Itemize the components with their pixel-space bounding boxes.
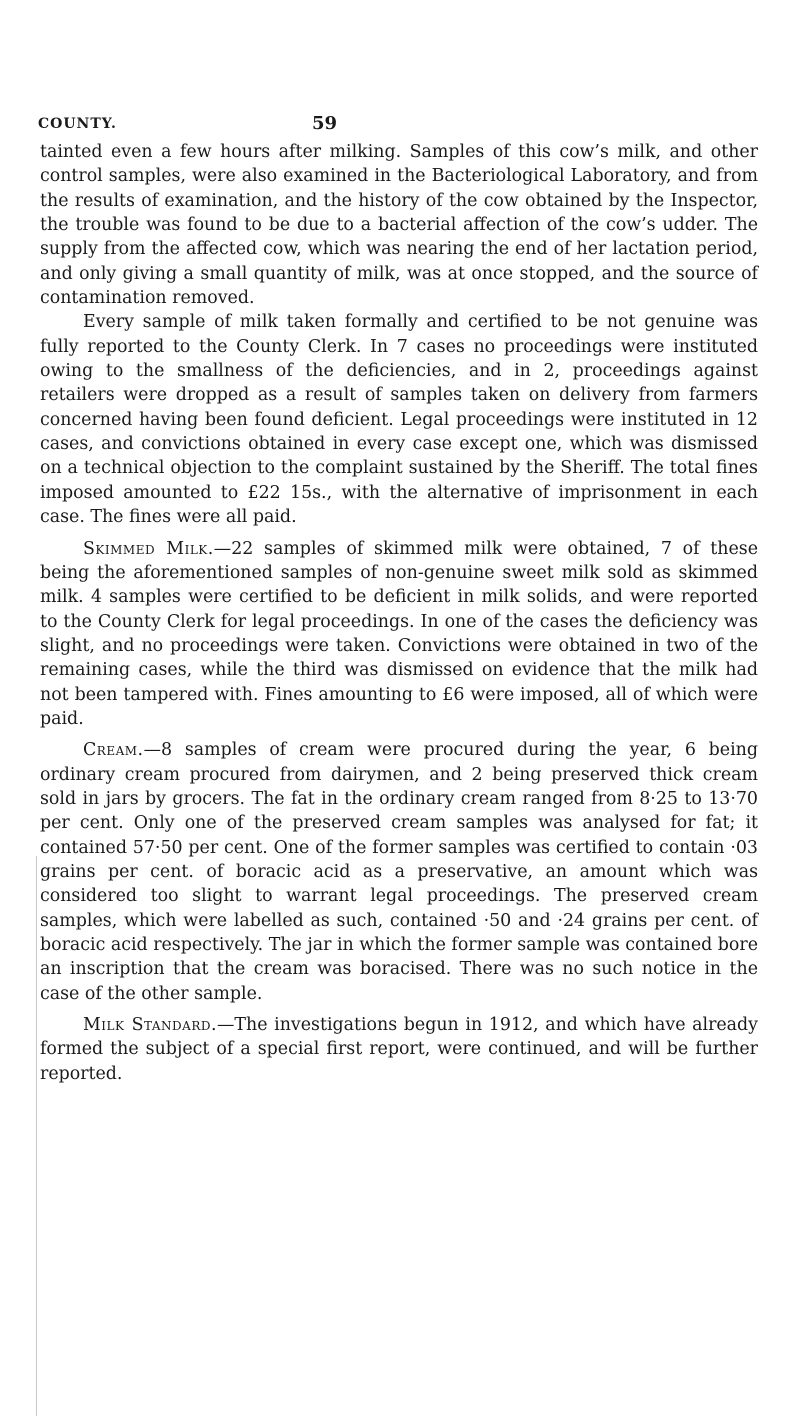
paragraph-skimmed-milk	[40, 537, 758, 732]
paragraph-proceedings	[40, 310, 758, 529]
paragraph-text: tainted even a few hours after milking. Samples of this cow’s milk, and other control samples, were also examined in the Bacteriological Laboratory, and from the results of examination, and the history of the cow obtained by the Inspector, the trouble was found to be due to a bacterial affection of the cow’s udder. The supply from the affected cow, which was nearing the end of her lactation period, and only giving a small quantity of milk, was at once stopped, and the source of contamination removed.	[40, 142, 758, 309]
section-label: COUNTY.	[38, 116, 117, 132]
paragraph-heading: Cream.	[83, 740, 144, 761]
paragraph-cream	[40, 738, 758, 1006]
margin-rule	[36, 856, 37, 1416]
body-text	[40, 140, 758, 1086]
paragraph-text: —The investigations begun in 1912, and which have already formed the subject of a special first report, were continued, and will be further reported.	[40, 1015, 758, 1084]
running-head	[38, 113, 758, 138]
page-number: 59	[312, 113, 338, 134]
paragraph-text: Every sample of milk taken formally and certified to be not genuine was fully reported to the County Clerk. In 7 cases no proceedings were instituted owing to the smallness of the deficiencies, and in 2, proceedings against retailers were dropped as a result of samples taken on delivery from farmers concerned having been found deficient. Legal proceedings were instituted in 12 cases, and convictions obtained in every case except one, which was dismissed on a technical objection to the complaint sustained by the Sheriff. The total fines imposed amounted to £22 15s., with the alternative of imprisonment in each case. The fines were all paid.	[40, 312, 758, 528]
paragraph-heading: Milk Standard.	[83, 1015, 218, 1036]
paragraph-milk-standard	[40, 1013, 758, 1086]
paragraph-text: —22 samples of skimmed milk were obtained, 7 of these being the aforementioned samples of non-genuine sweet milk sold as skimmed milk. 4 samples were certified to be deficient in milk solids, and were reported to the County Clerk for legal proceedings. In one of the cases the deficiency was slight, and no proceedings were taken. Convictions were obtained in two of the remaining cases, while the third was dismissed on evidence that the milk had not been tampered with. Fines amounting to £6 were imposed, all of which were paid.	[40, 538, 758, 729]
paragraph-heading: Skimmed Milk.	[83, 538, 214, 559]
paragraph-text: —8 samples of cream were procured during the year, 6 being ordinary cream procured from dairymen, and 2 being preserved thick cream sold in jars by grocers. The fat in the ordinary cream ranged from 8·25 to 13·70 per cent. Only one of the preserved cream samples was analysed for fat; it contained 57·50 per cent. One of the former samples was certified to contain ·03 grains per cent. of boracic acid as a preservative, an amount which was considered too slight to warrant legal proceedings. The preserved cream samples, which were labelled as such, contained ·50 and ·24 grains per cent. of boracic acid respectively. The jar in which the former sample was contained bore an inscription that the cream was boracised. There was no such notice in the case of the other sample.	[40, 740, 758, 1004]
paragraph-continuation	[40, 140, 758, 310]
